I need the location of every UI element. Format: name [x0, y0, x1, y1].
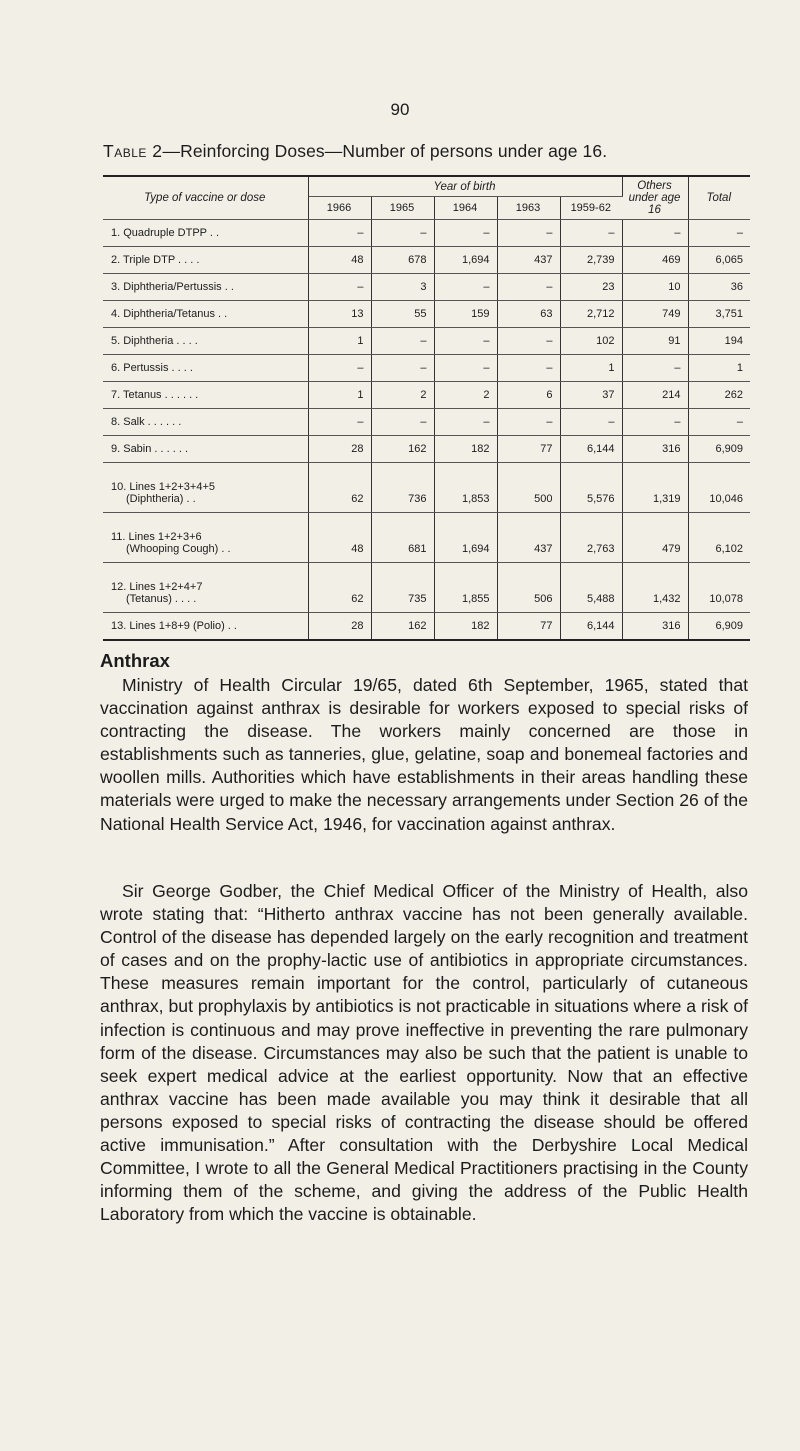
table-cell: –: [371, 409, 434, 436]
table-caption-text: —Reinforcing Doses—Number of persons under age 16.: [162, 141, 608, 161]
table-cell: 55: [371, 301, 434, 328]
table-cell: 48: [308, 513, 371, 563]
table-cell: 1,853: [434, 463, 497, 513]
table-cell: 77: [497, 613, 560, 641]
table-cell: 91: [622, 328, 688, 355]
row-label: 4. Diphtheria/Tetanus . .: [103, 301, 308, 328]
table-cell: 1: [560, 355, 622, 382]
vaccination-table: [103, 175, 750, 641]
table-cell: 5,576: [560, 463, 622, 513]
table-cell: 162: [371, 436, 434, 463]
table-cell: –: [371, 355, 434, 382]
table-cell: –: [560, 220, 622, 247]
table-cell: 316: [622, 436, 688, 463]
table-cell: 1,694: [434, 513, 497, 563]
table-row: [103, 409, 750, 436]
table-cell: 469: [622, 247, 688, 274]
header-year: 1963: [497, 197, 560, 220]
table-cell: 5,488: [560, 563, 622, 613]
table-cell: 2: [434, 382, 497, 409]
table-cell: 316: [622, 613, 688, 641]
row-label: 8. Salk . . . . . .: [103, 409, 308, 436]
row-label-line: 11. Lines 1+2+3+6: [111, 531, 202, 543]
row-label: 2. Triple DTP . . . .: [103, 247, 308, 274]
table-cell: 6,909: [688, 436, 750, 463]
table-cell: 1,319: [622, 463, 688, 513]
table-cell: 37: [560, 382, 622, 409]
table-cell: –: [308, 274, 371, 301]
table-cell: 6,144: [560, 436, 622, 463]
table-row: [103, 247, 750, 274]
table-row: [103, 301, 750, 328]
row-label: 13. Lines 1+8+9 (Polio) . .: [103, 613, 308, 641]
table-cell: 1: [308, 382, 371, 409]
header-year: 1966: [308, 197, 371, 220]
table-cell: 735: [371, 563, 434, 613]
paragraph: Sir George Godber, the Chief Medical Officer of the Ministry of Health, also wrote stating that: “Hitherto anthrax vaccine has not been generally available. Control of the disease has depended largely on the early recognition and treatment of cases and on the prophy-lactic use of antibiotics in appropriate circumstances. These measures remain important for the control, particularly of cutaneous anthrax, but prophylaxis by antibiotics is not practicable in situations where a risk of infection is continuous and may prove ineffective in preventing the rare pulmonary form of the disease. Circumstances may also be such that the patient is unable to seek expert medical advice at the earliest opportunity. Now that an effective anthrax vaccine has been made available you may think it desirable that all persons exposed to special risks of contracting the disease should be offered active immunisation.” After consultation with the Derbyshire Local Medical Committee, I wrote to all the General Medical Practitioners practising in the County informing them of the scheme, and giving the address of the Public Health Laboratory from which the vaccine is obtainable.: [100, 881, 748, 1225]
table-cell: –: [434, 274, 497, 301]
table-cell: 1: [688, 355, 750, 382]
table-row: [103, 220, 750, 247]
row-label-line: 10. Lines 1+2+3+4+5: [111, 481, 215, 493]
table-cell: 2,712: [560, 301, 622, 328]
table-cell: 479: [622, 513, 688, 563]
table-cell: 681: [371, 513, 434, 563]
table-cell: 262: [688, 382, 750, 409]
table-cell: 437: [497, 513, 560, 563]
table-cell: 10,078: [688, 563, 750, 613]
table-row: [103, 355, 750, 382]
table-cell: 162: [371, 613, 434, 641]
table-cell: –: [308, 409, 371, 436]
table-cell: 6,144: [560, 613, 622, 641]
table-cell: –: [497, 409, 560, 436]
table-cell: –: [434, 328, 497, 355]
row-label: 1. Quadruple DTPP . .: [103, 220, 308, 247]
table-cell: 63: [497, 301, 560, 328]
table-row: [103, 613, 750, 641]
table-cell: –: [497, 328, 560, 355]
table-cell: –: [371, 220, 434, 247]
row-label-line: (Tetanus) . . . .: [126, 593, 197, 605]
row-label: [103, 463, 308, 513]
table-cell: –: [688, 409, 750, 436]
table-cell: 13: [308, 301, 371, 328]
table-row: [103, 463, 750, 513]
page-number: 90: [390, 100, 410, 119]
table-cell: –: [497, 355, 560, 382]
table-cell: 48: [308, 247, 371, 274]
table-cell: 77: [497, 436, 560, 463]
table-cell: –: [308, 220, 371, 247]
table-row: [103, 274, 750, 301]
table-cell: 6: [497, 382, 560, 409]
header-others: Others under age 16: [622, 176, 688, 220]
table-caption-label: Table 2: [103, 141, 163, 161]
table-cell: –: [622, 409, 688, 436]
table-cell: –: [308, 355, 371, 382]
section-heading: Anthrax: [100, 650, 170, 671]
table-cell: 36: [688, 274, 750, 301]
header-year: 1964: [434, 197, 497, 220]
table-cell: –: [371, 328, 434, 355]
table-cell: –: [497, 220, 560, 247]
table-row: [103, 436, 750, 463]
row-label: 5. Diphtheria . . . .: [103, 328, 308, 355]
table-cell: 62: [308, 463, 371, 513]
row-label: 6. Pertussis . . . .: [103, 355, 308, 382]
table-cell: 2,763: [560, 513, 622, 563]
table-cell: 749: [622, 301, 688, 328]
table-cell: 1,432: [622, 563, 688, 613]
table-cell: 10: [622, 274, 688, 301]
table-cell: 500: [497, 463, 560, 513]
table-cell: 736: [371, 463, 434, 513]
header-year: 1965: [371, 197, 434, 220]
table-cell: 6,909: [688, 613, 750, 641]
table-cell: –: [622, 220, 688, 247]
table-cell: 182: [434, 436, 497, 463]
table-cell: 28: [308, 436, 371, 463]
table-cell: 159: [434, 301, 497, 328]
row-label: [103, 563, 308, 613]
table-cell: 3,751: [688, 301, 750, 328]
table-cell: 214: [622, 382, 688, 409]
table-cell: –: [688, 220, 750, 247]
table-cell: –: [497, 274, 560, 301]
row-label: 3. Diphtheria/Pertussis . .: [103, 274, 308, 301]
table-cell: 3: [371, 274, 434, 301]
table-cell: 62: [308, 563, 371, 613]
table-cell: 10,046: [688, 463, 750, 513]
table-cell: 437: [497, 247, 560, 274]
table-row: [103, 382, 750, 409]
table-cell: –: [434, 409, 497, 436]
table-row: [103, 563, 750, 613]
table-cell: –: [622, 355, 688, 382]
row-label-line: (Whooping Cough) . .: [126, 543, 231, 555]
table-cell: –: [434, 355, 497, 382]
table-cell: 6,065: [688, 247, 750, 274]
table-cell: 6,102: [688, 513, 750, 563]
table-cell: –: [560, 409, 622, 436]
table-cell: –: [434, 220, 497, 247]
row-label: [103, 513, 308, 563]
header-vaccine-type: Type of vaccine or dose: [103, 176, 308, 220]
row-label-line: 12. Lines 1+2+4+7: [111, 581, 203, 593]
table-row: [103, 328, 750, 355]
table-cell: 182: [434, 613, 497, 641]
row-label: 7. Tetanus . . . . . .: [103, 382, 308, 409]
table-cell: 678: [371, 247, 434, 274]
paragraph: Ministry of Health Circular 19/65, dated 6th September, 1965, stated that vaccination against anthrax is desirable for workers exposed to special risks of contracting the disease. The workers mainly concerned are those in establishments such as tanneries, glue, gelatine, soap and bonemeal factories and woollen mills. Authorities which have establishments in their areas handling these materials were urged to make the necessary arrangements under Section 26 of the National Health Service Act, 1946, for vaccination against anthrax.: [100, 675, 748, 834]
table-cell: 194: [688, 328, 750, 355]
row-label-line: (Diphtheria) . .: [126, 493, 196, 505]
header-total: Total: [688, 176, 750, 220]
header-year-of-birth: Year of birth: [308, 176, 622, 197]
table-cell: 1,855: [434, 563, 497, 613]
table-cell: 1: [308, 328, 371, 355]
table-cell: 23: [560, 274, 622, 301]
table-row: [103, 513, 750, 563]
table-cell: 102: [560, 328, 622, 355]
header-year: 1959-62: [560, 197, 622, 220]
table-cell: 506: [497, 563, 560, 613]
table-cell: 1,694: [434, 247, 497, 274]
table-cell: 2,739: [560, 247, 622, 274]
row-label: 9. Sabin . . . . . .: [103, 436, 308, 463]
table-cell: 28: [308, 613, 371, 641]
table-cell: 2: [371, 382, 434, 409]
table-caption: [103, 141, 607, 162]
